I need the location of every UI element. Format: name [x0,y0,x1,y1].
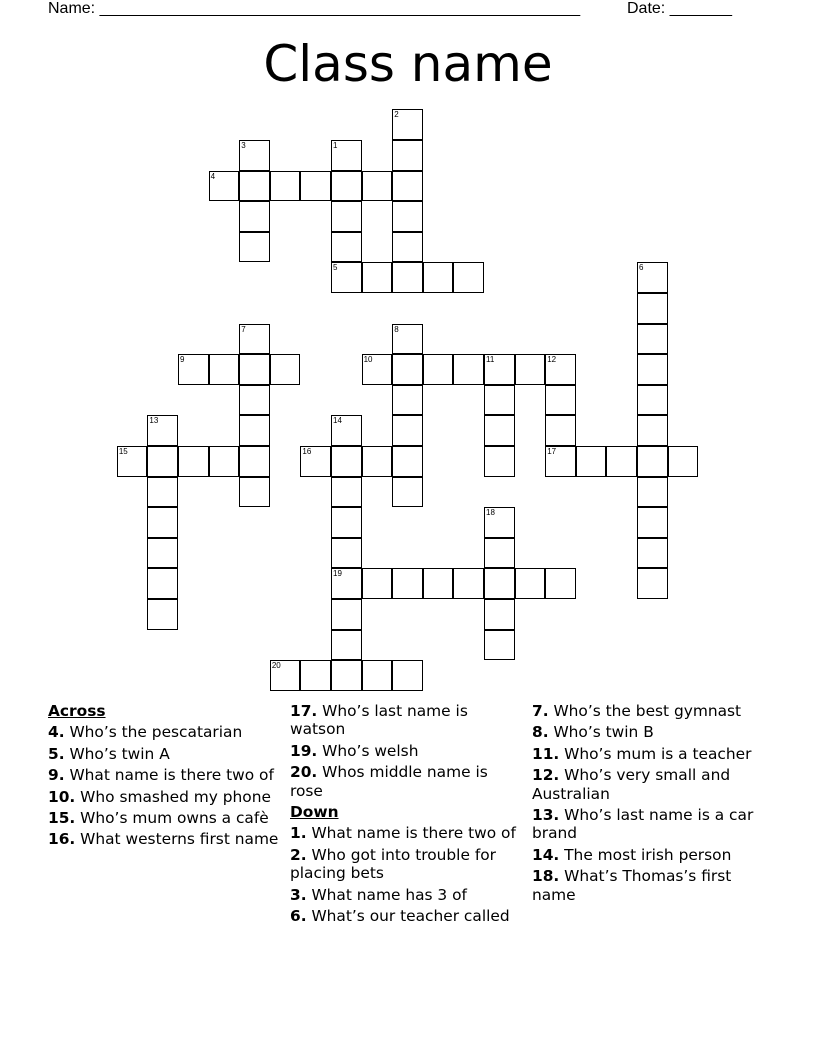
clue-item [532,846,772,864]
clue-item-number: 12. [532,766,560,785]
clue-item-text: What’s Thomas’s first name [532,867,732,904]
clue-item-number: 17. [290,702,318,720]
crossword-cell[interactable] [331,568,362,599]
clue-item [532,702,772,720]
crossword-cell[interactable] [117,446,148,477]
crossword-cell[interactable] [239,385,270,416]
clue-item-number: 20. [290,763,318,782]
crossword-cell[interactable] [209,446,240,477]
clue-number: 9 [180,355,185,365]
crossword-cell[interactable] [545,568,576,599]
clue-item [532,806,772,843]
crossword-cell[interactable] [484,446,515,477]
clue-item-text: Who’s mum is a teacher [559,744,752,763]
clue-number: 7 [241,324,246,334]
crossword-cell[interactable] [300,660,331,691]
crossword-cell[interactable] [331,507,362,538]
crossword-cell[interactable] [147,507,178,538]
clue-item-number: 6. [290,907,307,926]
clue-item-text: Whos middle name is rose [290,763,488,800]
crossword-cell[interactable] [392,568,423,599]
down-heading: Down [290,803,339,822]
crossword-cell[interactable] [576,446,607,477]
crossword-cell[interactable] [484,507,515,538]
crossword-cell[interactable] [270,660,301,691]
crossword-cell[interactable] [239,415,270,446]
crossword-cell[interactable] [637,477,668,508]
clue-item-text: The most irish person [559,845,732,864]
clue-item-number: 16. [48,830,76,849]
crossword-cell[interactable] [637,568,668,599]
clue-item [532,723,772,741]
clues-column-1 [48,702,280,852]
crossword-cell[interactable] [392,201,423,232]
clue-item [290,846,524,883]
clue-item [48,809,280,827]
clue-number: 2 [394,110,399,120]
clue-item [48,830,280,848]
crossword-cell[interactable] [362,446,393,477]
clue-number: 16 [302,446,312,456]
clue-number: 18 [486,508,495,518]
crossword-cell[interactable] [392,109,423,140]
crossword-cell[interactable] [270,354,301,385]
clue-item [48,723,280,741]
clue-item [532,867,772,904]
crossword-cell[interactable] [178,354,209,385]
clue-item-text: Who got into trouble for placing bets [290,845,496,883]
clue-item-text: Who’s mum owns a cafè [75,809,269,828]
clue-number: 1 [333,140,338,150]
clue-item-number: 4. [48,723,65,742]
clue-item-text: What name is there two of [306,824,516,843]
crossword-cell[interactable] [209,354,240,385]
crossword-cell[interactable] [392,262,423,293]
clue-item-text: Who’s the pescatarian [64,723,243,742]
crossword-cell[interactable] [239,171,270,202]
clue-item-number: 15. [48,809,76,828]
crossword-cell[interactable] [453,568,484,599]
clue-item-number: 10. [48,787,76,806]
clue-item [290,824,524,842]
clue-item-text: Who smashed my phone [75,787,271,806]
crossword-cell[interactable] [545,415,576,446]
crossword-cell[interactable] [331,660,362,691]
crossword-cell[interactable] [362,354,393,385]
clue-item [48,766,280,784]
clue-item [48,745,280,763]
clue-item-text: What’s our teacher called [306,907,510,926]
clue-item [290,763,524,800]
clue-item-number: 18. [532,867,560,886]
crossword-cell[interactable] [392,324,423,355]
crossword-cell[interactable] [239,477,270,508]
crossword-cell[interactable] [484,354,515,385]
crossword-cell[interactable] [423,262,454,293]
clue-item-number: 2. [290,845,307,864]
crossword-cell[interactable] [392,446,423,477]
clue-item-number: 3. [290,885,307,904]
crossword-cell[interactable] [239,232,270,263]
clue-item-number: 19. [290,741,318,760]
crossword-cell[interactable] [331,599,362,630]
crossword-cell[interactable] [331,140,362,171]
clue-number: 8 [394,324,399,334]
across-heading: Across [48,702,106,720]
clue-item-number: 7. [532,702,549,720]
crossword-cell[interactable] [637,446,668,477]
crossword-cell[interactable] [392,171,423,202]
clue-item-text: Who’s welsh [317,741,419,760]
clue-number: 11 [486,355,495,365]
clue-item [290,742,524,760]
clue-item [290,907,524,925]
crossword-cell[interactable] [147,568,178,599]
clue-item-number: 14. [532,845,560,864]
crossword-cell[interactable] [423,354,454,385]
crossword-cell[interactable] [484,568,515,599]
clues-column-2 [290,702,524,928]
clue-item [290,886,524,904]
clue-number: 4 [210,171,216,181]
clue-item [48,788,280,806]
clue-number: 5 [333,263,338,273]
crossword-cell[interactable] [637,538,668,569]
clue-item-text: Who’s twin B [548,723,654,742]
crossword-cell[interactable] [392,477,423,508]
crossword-cell[interactable] [331,446,362,477]
crossword-cell[interactable] [637,415,668,446]
crossword-cell[interactable] [178,446,209,477]
crossword-cell[interactable] [300,171,331,202]
crossword-cell[interactable] [331,477,362,508]
crossword-cell[interactable] [362,262,393,293]
crossword-cell[interactable] [392,232,423,263]
date-field-label: Date: _______ [627,0,732,17]
crossword-cell[interactable] [362,568,393,599]
crossword-cell[interactable] [484,599,515,630]
crossword-cell[interactable] [453,262,484,293]
crossword-cell[interactable] [453,354,484,385]
clue-item-number: 1. [290,824,307,843]
clue-number: 12 [547,355,557,365]
crossword-cell[interactable] [270,171,301,202]
crossword-cell[interactable] [362,660,393,691]
clue-number: 19 [333,569,342,579]
crossword-cell[interactable] [331,630,362,661]
crossword-cell[interactable] [637,262,668,293]
crossword-cell[interactable] [147,415,178,446]
clue-item-text: Who’s last name is watson [290,702,468,739]
crossword-cell[interactable] [668,446,699,477]
crossword-cell[interactable] [331,262,362,293]
crossword-cell[interactable] [331,201,362,232]
clue-item-number: 9. [48,766,65,785]
crossword-cell[interactable] [484,385,515,416]
crossword-cell[interactable] [392,354,423,385]
crossword-cell[interactable] [637,507,668,538]
crossword-cell[interactable] [606,446,637,477]
clue-item-text: What westerns first name [75,830,279,849]
clue-item-number: 8. [532,723,549,742]
clue-number: 10 [363,355,373,365]
crossword-cell[interactable] [239,324,270,355]
crossword-cell[interactable] [484,630,515,661]
clue-number: 6 [639,263,644,273]
crossword-cell[interactable] [239,140,270,171]
crossword-cell[interactable] [423,568,454,599]
crossword-cell[interactable] [147,599,178,630]
crossword-cell[interactable] [239,446,270,477]
crossword-cell[interactable] [545,385,576,416]
crossword-cell[interactable] [147,477,178,508]
crossword-cell[interactable] [515,354,546,385]
clue-number: 20 [271,661,281,671]
crossword-cell[interactable] [545,354,576,385]
crossword-cell[interactable] [392,140,423,171]
crossword-cell[interactable] [362,171,393,202]
clue-number: 14 [333,416,342,426]
clue-item-text: Who’s the best gymnast [548,702,742,720]
crossword-cell[interactable] [239,354,270,385]
clue-item-text: Who’s twin A [64,744,170,763]
clue-item-number: 13. [532,806,560,825]
clue-number: 17 [547,446,557,456]
crossword-cell[interactable] [147,446,178,477]
crossword-cell[interactable] [392,385,423,416]
crossword-cell[interactable] [331,415,362,446]
crossword-cell[interactable] [239,201,270,232]
clue-item [532,745,772,763]
clue-number: 15 [118,446,128,456]
clue-item [532,766,772,803]
crossword-cell[interactable] [545,446,576,477]
clue-number: 13 [149,416,159,426]
clue-item-number: 11. [532,744,560,763]
clue-item [290,702,524,739]
crossword-cell[interactable] [147,538,178,569]
crossword-cell[interactable] [637,354,668,385]
crossword-cell[interactable] [515,568,546,599]
clue-item-number: 5. [48,744,65,763]
clue-number: 3 [241,140,246,150]
clue-item-text: What name has 3 of [306,885,467,904]
crossword-cell[interactable] [392,660,423,691]
crossword-cell[interactable] [331,171,362,202]
clue-item-text: Who’s very small and Australian [532,766,731,803]
crossword-cell[interactable] [484,415,515,446]
crossword-cell[interactable] [637,385,668,416]
crossword-cell[interactable] [331,232,362,263]
page-title: Class name [263,35,553,93]
crossword-cell[interactable] [300,446,331,477]
crossword-cell[interactable] [484,538,515,569]
clue-item-text: What name is there two of [64,766,274,785]
clue-item-text: Who’s last name is a car brand [532,806,754,843]
name-field-label: Name: ______________________________________________________ [48,0,581,17]
crossword-cell[interactable] [637,324,668,355]
crossword-cell[interactable] [209,171,240,202]
clues-column-3 [532,702,772,907]
crossword-cell[interactable] [637,293,668,324]
crossword-cell[interactable] [392,415,423,446]
crossword-cell[interactable] [331,538,362,569]
